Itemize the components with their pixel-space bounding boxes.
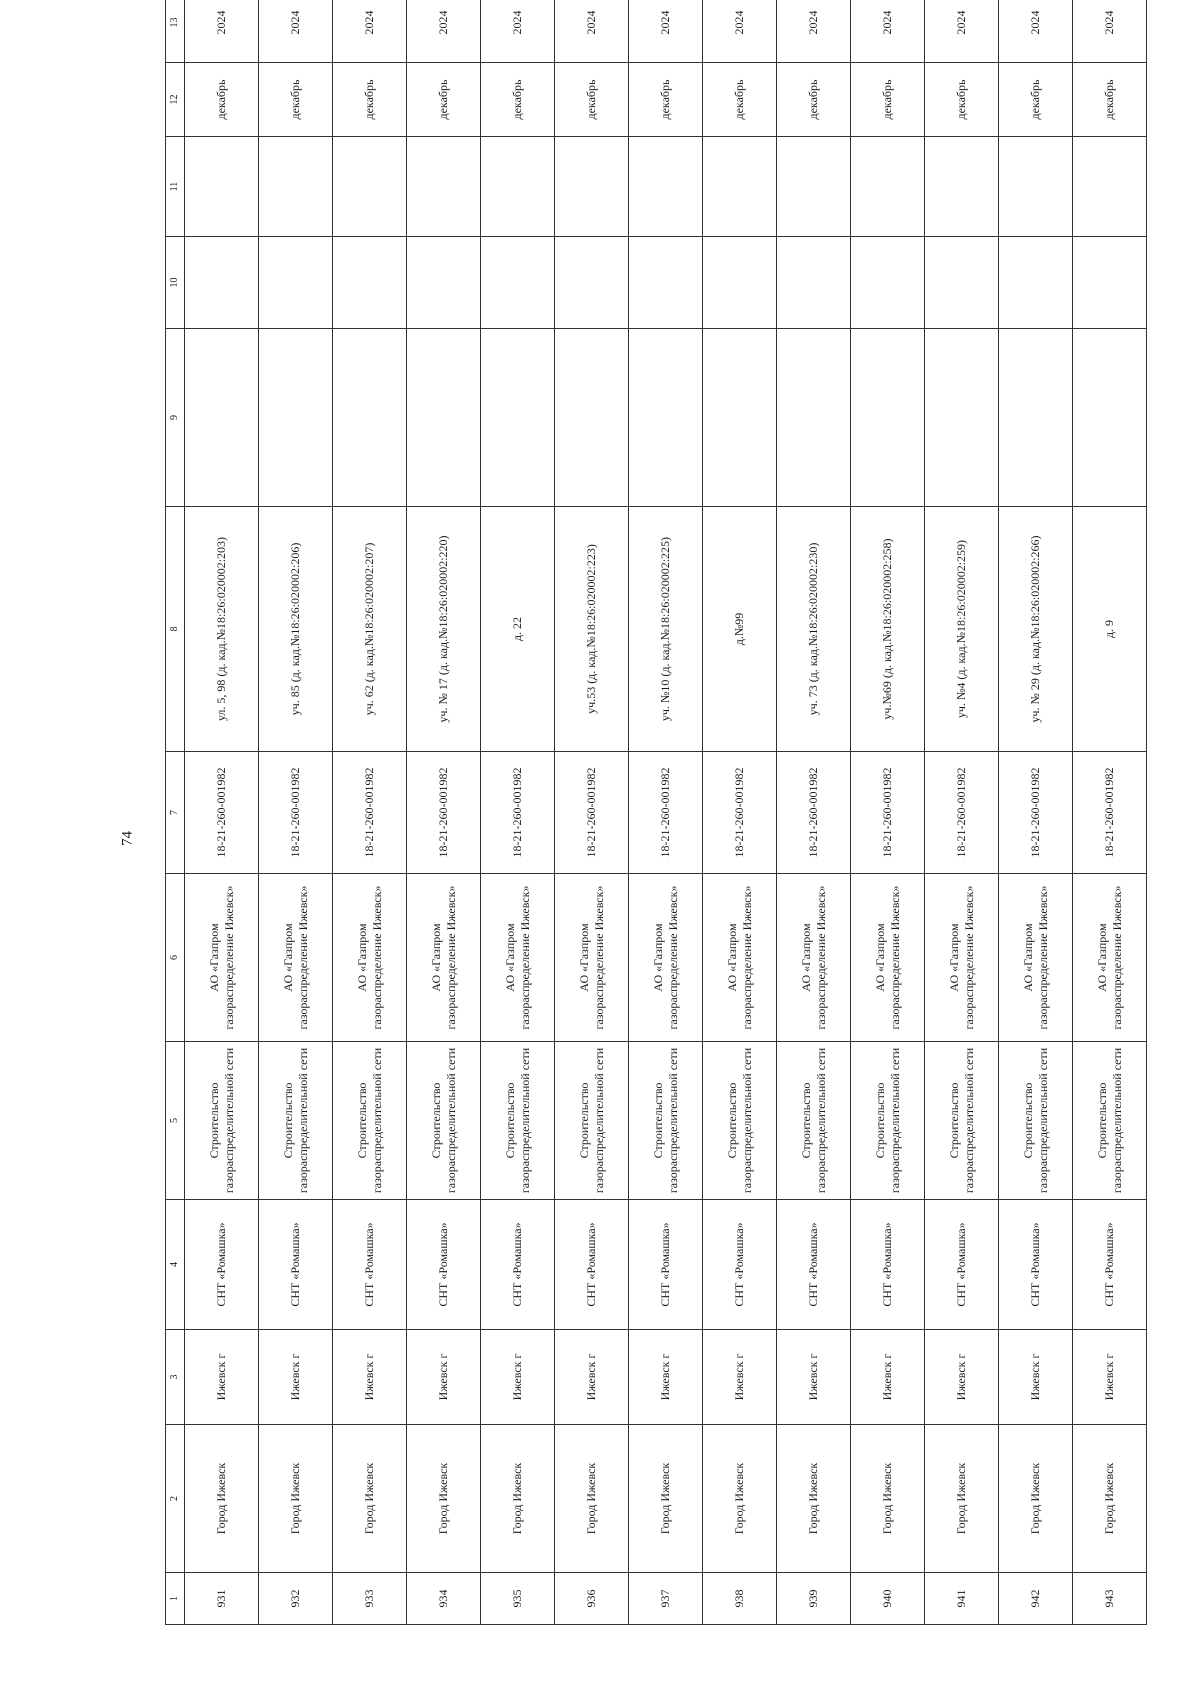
row-number-cell: 933: [333, 1573, 407, 1625]
empty-cell: [851, 237, 925, 329]
work-description-cell: Строительство газораспределительной сети: [925, 1042, 999, 1200]
empty-cell: [925, 237, 999, 329]
year-cell: 2024: [407, 0, 481, 63]
column-header: 12: [166, 63, 185, 137]
empty-cell: [1073, 137, 1147, 237]
header-row: [166, 0, 185, 1625]
year-cell: 2024: [703, 0, 777, 63]
table-row: [999, 0, 1073, 1625]
address-cell: уч. № 17 (д. кад.№18:26:020002:220): [407, 507, 481, 752]
month-cell: декабрь: [481, 63, 555, 137]
empty-cell: [777, 237, 851, 329]
empty-cell: [851, 329, 925, 507]
code-cell: 18-21-260-001982: [925, 752, 999, 874]
column-header: 2: [166, 1425, 185, 1573]
column-header: 11: [166, 137, 185, 237]
table-row: [185, 0, 259, 1625]
code-cell: 18-21-260-001982: [333, 752, 407, 874]
table-row: [777, 0, 851, 1625]
city-cell: Город Ижевск: [703, 1425, 777, 1573]
year-cell: 2024: [629, 0, 703, 63]
empty-cell: [851, 137, 925, 237]
rotated-table-container: [165, 10, 1124, 1625]
empty-cell: [259, 137, 333, 237]
work-description-cell: Строительство газораспределительной сети: [777, 1042, 851, 1200]
address-cell: уч. №4 (д. кад.№18:26:020002:259): [925, 507, 999, 752]
row-number-cell: 938: [703, 1573, 777, 1625]
work-description-cell: Строительство газораспределительной сети: [407, 1042, 481, 1200]
empty-cell: [629, 137, 703, 237]
snt-cell: СНТ «Ромашка»: [481, 1200, 555, 1330]
organization-cell: АО «Газпром газораспределение Ижевск»: [333, 874, 407, 1042]
year-cell: 2024: [777, 0, 851, 63]
locality-cell: Ижевск г: [1073, 1330, 1147, 1425]
column-header: 6: [166, 874, 185, 1042]
locality-cell: Ижевск г: [777, 1330, 851, 1425]
year-cell: 2024: [999, 0, 1073, 63]
empty-cell: [555, 237, 629, 329]
snt-cell: СНТ «Ромашка»: [777, 1200, 851, 1330]
snt-cell: СНТ «Ромашка»: [407, 1200, 481, 1330]
work-description-cell: Строительство газораспределительной сети: [999, 1042, 1073, 1200]
city-cell: Город Ижевск: [1073, 1425, 1147, 1573]
code-cell: 18-21-260-001982: [185, 752, 259, 874]
work-description-cell: Строительство газораспределительной сети: [333, 1042, 407, 1200]
row-number-cell: 936: [555, 1573, 629, 1625]
month-cell: декабрь: [555, 63, 629, 137]
organization-cell: АО «Газпром газораспределение Ижевск»: [777, 874, 851, 1042]
city-cell: Город Ижевск: [333, 1425, 407, 1573]
column-header: 3: [166, 1330, 185, 1425]
city-cell: Город Ижевск: [999, 1425, 1073, 1573]
code-cell: 18-21-260-001982: [777, 752, 851, 874]
empty-cell: [481, 329, 555, 507]
row-number-cell: 934: [407, 1573, 481, 1625]
empty-cell: [259, 329, 333, 507]
month-cell: декабрь: [999, 63, 1073, 137]
snt-cell: СНТ «Ромашка»: [925, 1200, 999, 1330]
snt-cell: СНТ «Ромашка»: [629, 1200, 703, 1330]
locality-cell: Ижевск г: [555, 1330, 629, 1425]
empty-cell: [555, 137, 629, 237]
code-cell: 18-21-260-001982: [481, 752, 555, 874]
column-header: 4: [166, 1200, 185, 1330]
row-number-cell: 940: [851, 1573, 925, 1625]
locality-cell: Ижевск г: [925, 1330, 999, 1425]
month-cell: декабрь: [703, 63, 777, 137]
row-number-cell: 937: [629, 1573, 703, 1625]
snt-cell: СНТ «Ромашка»: [999, 1200, 1073, 1330]
month-cell: декабрь: [629, 63, 703, 137]
empty-cell: [407, 137, 481, 237]
empty-cell: [629, 329, 703, 507]
address-cell: уч.53 (д. кад.№18:26:020002:223): [555, 507, 629, 752]
empty-cell: [481, 237, 555, 329]
empty-cell: [333, 137, 407, 237]
work-description-cell: Строительство газораспределительной сети: [629, 1042, 703, 1200]
snt-cell: СНТ «Ромашка»: [851, 1200, 925, 1330]
code-cell: 18-21-260-001982: [629, 752, 703, 874]
organization-cell: АО «Газпром газораспределение Ижевск»: [925, 874, 999, 1042]
organization-cell: АО «Газпром газораспределение Ижевск»: [481, 874, 555, 1042]
table-row: [1073, 0, 1147, 1625]
empty-cell: [1073, 237, 1147, 329]
locality-cell: Ижевск г: [333, 1330, 407, 1425]
city-cell: Город Ижевск: [555, 1425, 629, 1573]
empty-cell: [185, 237, 259, 329]
month-cell: декабрь: [185, 63, 259, 137]
work-description-cell: Строительство газораспределительной сети: [481, 1042, 555, 1200]
snt-cell: СНТ «Ромашка»: [703, 1200, 777, 1330]
column-header: 8: [166, 507, 185, 752]
work-description-cell: Строительство газораспределительной сети: [1073, 1042, 1147, 1200]
address-cell: д. 9: [1073, 507, 1147, 752]
empty-cell: [999, 237, 1073, 329]
organization-cell: АО «Газпром газораспределение Ижевск»: [1073, 874, 1147, 1042]
city-cell: Город Ижевск: [259, 1425, 333, 1573]
column-header: 5: [166, 1042, 185, 1200]
row-number-cell: 943: [1073, 1573, 1147, 1625]
table-row: [925, 0, 999, 1625]
year-cell: 2024: [555, 0, 629, 63]
empty-cell: [333, 329, 407, 507]
organization-cell: АО «Газпром газораспределение Ижевск»: [555, 874, 629, 1042]
work-description-cell: Строительство газораспределительной сети: [185, 1042, 259, 1200]
page-number: 74: [119, 831, 136, 846]
address-cell: д.№99: [703, 507, 777, 752]
city-cell: Город Ижевск: [925, 1425, 999, 1573]
empty-cell: [333, 237, 407, 329]
snt-cell: СНТ «Ромашка»: [185, 1200, 259, 1330]
row-number-cell: 942: [999, 1573, 1073, 1625]
table-row: [333, 0, 407, 1625]
table-row: [259, 0, 333, 1625]
row-number-cell: 932: [259, 1573, 333, 1625]
empty-cell: [703, 329, 777, 507]
organization-cell: АО «Газпром газораспределение Ижевск»: [259, 874, 333, 1042]
snt-cell: СНТ «Ромашка»: [555, 1200, 629, 1330]
organization-cell: АО «Газпром газораспределение Ижевск»: [185, 874, 259, 1042]
code-cell: 18-21-260-001982: [851, 752, 925, 874]
table-row: [407, 0, 481, 1625]
empty-cell: [925, 329, 999, 507]
year-cell: 2024: [333, 0, 407, 63]
snt-cell: СНТ «Ромашка»: [333, 1200, 407, 1330]
month-cell: декабрь: [259, 63, 333, 137]
address-cell: уч. №10 (д. кад.№18:26:020002:225): [629, 507, 703, 752]
empty-cell: [777, 329, 851, 507]
city-cell: Город Ижевск: [851, 1425, 925, 1573]
year-cell: 2024: [925, 0, 999, 63]
row-number-cell: 935: [481, 1573, 555, 1625]
address-cell: уч. 85 (д. кад.№18:26:020002:206): [259, 507, 333, 752]
snt-cell: СНТ «Ромашка»: [1073, 1200, 1147, 1330]
year-cell: 2024: [185, 0, 259, 63]
organization-cell: АО «Газпром газораспределение Ижевск»: [407, 874, 481, 1042]
row-number-cell: 941: [925, 1573, 999, 1625]
table-row: [481, 0, 555, 1625]
work-description-cell: Строительство газораспределительной сети: [259, 1042, 333, 1200]
organization-cell: АО «Газпром газораспределение Ижевск»: [703, 874, 777, 1042]
empty-cell: [999, 329, 1073, 507]
empty-cell: [703, 137, 777, 237]
month-cell: декабрь: [407, 63, 481, 137]
address-cell: уч. 73 (д. кад.№18:26:020002:230): [777, 507, 851, 752]
empty-cell: [407, 329, 481, 507]
empty-cell: [999, 137, 1073, 237]
column-header: 9: [166, 329, 185, 507]
snt-cell: СНТ «Ромашка»: [259, 1200, 333, 1330]
empty-cell: [777, 137, 851, 237]
empty-cell: [1073, 329, 1147, 507]
address-cell: уч.№69 (д. кад.№18:26:020002:258): [851, 507, 925, 752]
locality-cell: Ижевск г: [703, 1330, 777, 1425]
organization-cell: АО «Газпром газораспределение Ижевск»: [629, 874, 703, 1042]
empty-cell: [555, 329, 629, 507]
locality-cell: Ижевск г: [185, 1330, 259, 1425]
empty-cell: [629, 237, 703, 329]
code-cell: 18-21-260-001982: [259, 752, 333, 874]
year-cell: 2024: [851, 0, 925, 63]
locality-cell: Ижевск г: [999, 1330, 1073, 1425]
month-cell: декабрь: [1073, 63, 1147, 137]
month-cell: декабрь: [333, 63, 407, 137]
address-cell: уч. 62 (д. кад.№18:26:020002:207): [333, 507, 407, 752]
table-row: [851, 0, 925, 1625]
column-header: 10: [166, 237, 185, 329]
table-row: [629, 0, 703, 1625]
code-cell: 18-21-260-001982: [999, 752, 1073, 874]
organization-cell: АО «Газпром газораспределение Ижевск»: [999, 874, 1073, 1042]
locality-cell: Ижевск г: [481, 1330, 555, 1425]
empty-cell: [703, 237, 777, 329]
code-cell: 18-21-260-001982: [703, 752, 777, 874]
city-cell: Город Ижевск: [777, 1425, 851, 1573]
year-cell: 2024: [259, 0, 333, 63]
address-cell: уч. № 29 (д. кад.№18:26:020002:266): [999, 507, 1073, 752]
month-cell: декабрь: [925, 63, 999, 137]
code-cell: 18-21-260-001982: [555, 752, 629, 874]
work-description-cell: Строительство газораспределительной сети: [703, 1042, 777, 1200]
empty-cell: [185, 329, 259, 507]
code-cell: 18-21-260-001982: [407, 752, 481, 874]
table-row: [703, 0, 777, 1625]
column-header: 7: [166, 752, 185, 874]
locality-cell: Ижевск г: [407, 1330, 481, 1425]
empty-cell: [481, 137, 555, 237]
city-cell: Город Ижевск: [481, 1425, 555, 1573]
empty-cell: [407, 237, 481, 329]
address-cell: д. 22: [481, 507, 555, 752]
table-body: [185, 0, 1147, 1625]
year-cell: 2024: [1073, 0, 1147, 63]
row-number-cell: 939: [777, 1573, 851, 1625]
locality-cell: Ижевск г: [259, 1330, 333, 1425]
table-row: [555, 0, 629, 1625]
city-cell: Город Ижевск: [407, 1425, 481, 1573]
empty-cell: [259, 237, 333, 329]
work-description-cell: Строительство газораспределительной сети: [851, 1042, 925, 1200]
data-table: [165, 0, 1147, 1625]
month-cell: декабрь: [851, 63, 925, 137]
address-cell: ул. 5, 98 (д. кад.№18:26:020002:203): [185, 507, 259, 752]
month-cell: декабрь: [777, 63, 851, 137]
locality-cell: Ижевск г: [629, 1330, 703, 1425]
empty-cell: [185, 137, 259, 237]
column-header: 13: [166, 0, 185, 63]
column-header: 1: [166, 1573, 185, 1625]
city-cell: Город Ижевск: [629, 1425, 703, 1573]
city-cell: Город Ижевск: [185, 1425, 259, 1573]
year-cell: 2024: [481, 0, 555, 63]
code-cell: 18-21-260-001982: [1073, 752, 1147, 874]
organization-cell: АО «Газпром газораспределение Ижевск»: [851, 874, 925, 1042]
work-description-cell: Строительство газораспределительной сети: [555, 1042, 629, 1200]
empty-cell: [925, 137, 999, 237]
locality-cell: Ижевск г: [851, 1330, 925, 1425]
row-number-cell: 931: [185, 1573, 259, 1625]
